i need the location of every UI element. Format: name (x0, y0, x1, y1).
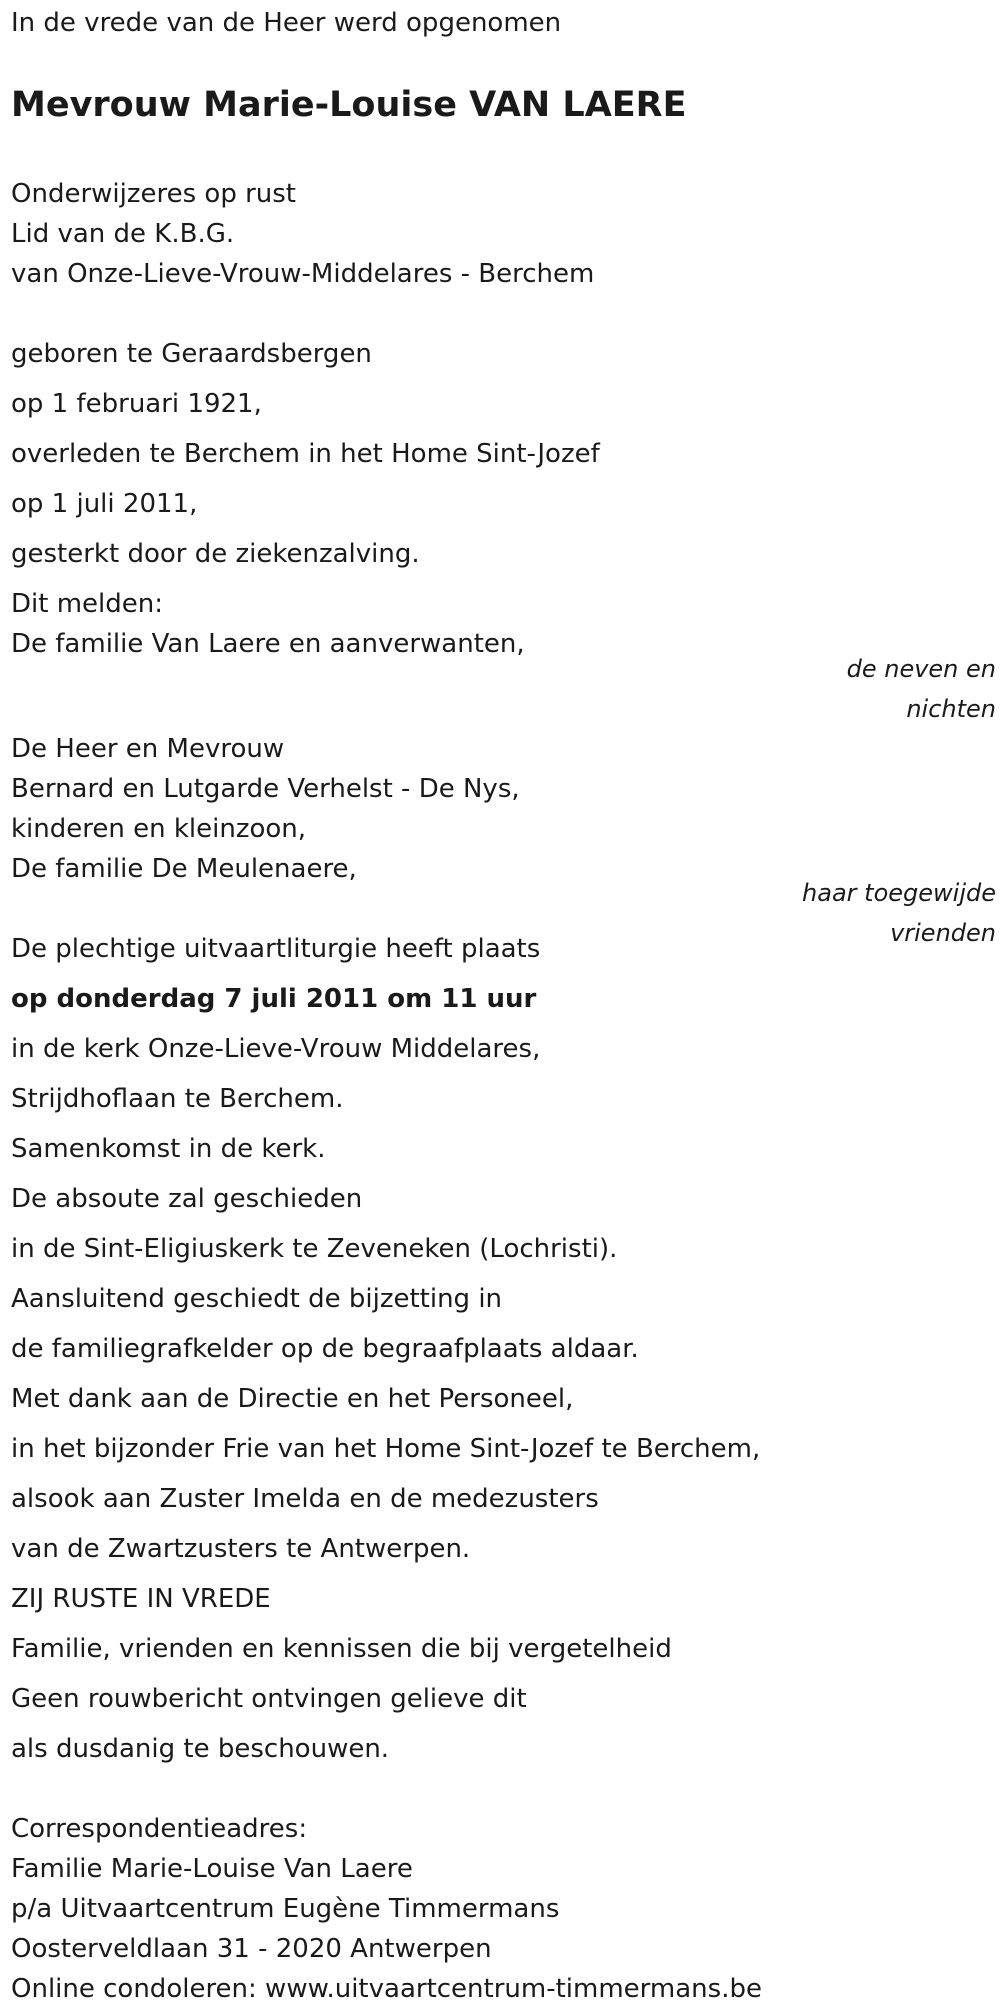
profession-line: Lid van de K.B.G. (11, 219, 235, 249)
family-line: De familie De Meulenaere, (11, 854, 357, 884)
funeral-line: alsook aan Zuster Imelda en de medezusters (11, 1484, 599, 1514)
funeral-line: van de Zwartzusters te Antwerpen. (11, 1534, 471, 1564)
funeral-line: als dusdanig te beschouwen. (11, 1734, 390, 1764)
family-line: De Heer en Mevrouw (11, 734, 285, 764)
correspondence-heading: Correspondentieadres: (11, 1814, 308, 1844)
correspondence-address: Oosterveldlaan 31 - 2020 Antwerpen (11, 1934, 492, 1964)
funeral-intro: De plechtige uitvaartliturgie heeft plaats (11, 934, 541, 964)
death-date: op 1 juli 2011, (11, 489, 198, 519)
correspondence-line: Familie Marie-Louise Van Laere (11, 1854, 413, 1884)
side-note-line: nichten (906, 695, 996, 723)
funeral-line: de familiegrafkelder op de begraafplaats aldaar. (11, 1334, 639, 1364)
family-line: kinderen en kleinzoon, (11, 814, 307, 844)
side-note-line: vrienden (890, 919, 996, 947)
funeral-line: in het bijzonder Frie van het Home Sint-Jozef te Berchem, (11, 1434, 761, 1464)
death-place: overleden te Berchem in het Home Sint-Jozef (11, 439, 600, 469)
deceased-name: Mevrouw Marie-Louise VAN LAERE (11, 85, 687, 125)
sacrament-line: gesterkt door de ziekenzalving. (11, 539, 420, 569)
correspondence-line: p/a Uitvaartcentrum Eugène Timmermans (11, 1894, 560, 1924)
funeral-line: Aansluitend geschiedt de bijzetting in (11, 1284, 503, 1314)
funeral-line: in de Sint-Eligiuskerk te Zeveneken (Lochristi). (11, 1234, 618, 1264)
side-note-line: haar toegewijde (802, 879, 996, 907)
funeral-line: Samenkomst in de kerk. (11, 1134, 326, 1164)
intro-text: In de vrede van de Heer werd opgenomen (11, 8, 562, 38)
funeral-line: Met dank aan de Directie en het Personeel, (11, 1384, 574, 1414)
birth-date: op 1 februari 1921, (11, 389, 262, 419)
funeral-date: op donderdag 7 juli 2011 om 11 uur (11, 984, 537, 1014)
birth-place: geboren te Geraardsbergen (11, 339, 372, 369)
profession-line: Onderwijzeres op rust (11, 179, 296, 209)
side-note-line: de neven en (846, 655, 996, 683)
funeral-line: Strijdhoflaan te Berchem. (11, 1084, 344, 1114)
announcer-line: De familie Van Laere en aanverwanten, (11, 629, 525, 659)
funeral-line: Familie, vrienden en kennissen die bij vergetelheid (11, 1634, 672, 1664)
funeral-line: in de kerk Onze-Lieve-Vrouw Middelares, (11, 1034, 541, 1064)
funeral-line: De absoute zal geschieden (11, 1184, 363, 1214)
funeral-line: Geen rouwbericht ontvingen gelieve dit (11, 1684, 527, 1714)
condolence-link: Online condoleren: www.uitvaartcentrum-timmermans.be (11, 1974, 762, 2004)
family-line: Bernard en Lutgarde Verhelst - De Nys, (11, 774, 520, 804)
announcers-heading: Dit melden: (11, 589, 163, 619)
rest-in-peace: ZIJ RUSTE IN VREDE (11, 1584, 271, 1614)
profession-line: van Onze-Lieve-Vrouw-Middelares - Berchem (11, 259, 595, 289)
